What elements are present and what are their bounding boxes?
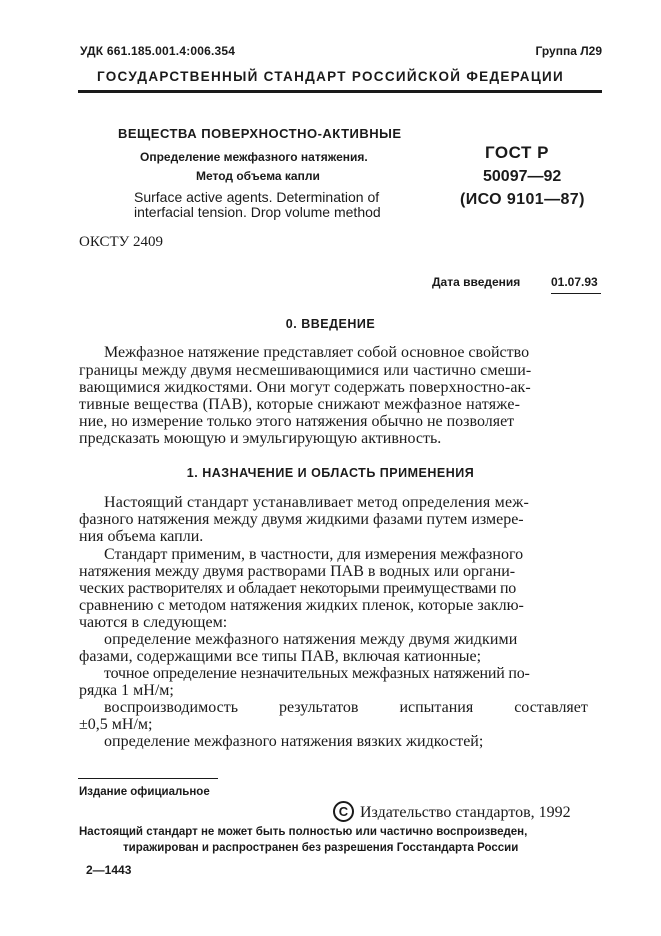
scope-line: ±0,5 мН/м; xyxy=(79,716,153,733)
scope-line: ния объема капли. xyxy=(79,528,204,545)
document-title-ru: ВЕЩЕСТВА ПОВЕРХНОСТНО-АКТИВНЫЕ xyxy=(118,126,402,141)
intro-line: Межфазное натяжение представляет собой основное свойство xyxy=(104,344,530,361)
scope-line: воспроизводимость результатов испытания составляет xyxy=(104,699,588,716)
header-rule xyxy=(78,90,602,93)
document-title-en-line-1: Surface active agents. Determination of xyxy=(134,189,380,205)
intro-line: границы между двумя несмешивающимися или частично смеши- xyxy=(79,362,532,379)
scope-line: ческих растворителях и обладает некоторыми преимуществами по xyxy=(79,580,516,597)
scope-line: натяжения между двумя растворами ПАВ в водных или органи- xyxy=(79,563,516,580)
scope-line: сравнению с методом натяжения жидких пленок, которые заклю- xyxy=(79,597,524,614)
okstu-code: ОКСТУ 2409 xyxy=(79,234,164,250)
section-heading-scope: 1. НАЗНАЧЕНИЕ И ОБЛАСТЬ ПРИМЕНЕНИЯ xyxy=(186,466,475,480)
copyright-text: Издательство стандартов, 1992 xyxy=(360,804,571,821)
scope-line: определение межфазного натяжения вязких жидкостей; xyxy=(104,733,484,750)
scope-line: рядка 1 мН/м; xyxy=(79,682,174,699)
date-underline xyxy=(551,293,601,294)
scope-line: определение межфазного натяжения между двумя жидкими xyxy=(104,631,518,648)
designation-line-1: ГОСТ Р xyxy=(485,143,549,162)
section-heading-intro: 0. ВВЕДЕНИЕ xyxy=(285,317,376,331)
udc-code: УДК 661.185.001.4:006.354 xyxy=(80,44,236,58)
intro-line: предсказать моющую и эмульгирующую активность. xyxy=(79,430,442,447)
footer-rule xyxy=(78,778,218,779)
scope-line: Настоящий стандарт устанавливает метод определения меж- xyxy=(104,494,530,511)
date-label: Дата введения xyxy=(432,275,521,289)
intro-line: вающимися жидкостями. Они могут содержать поверхностно-ак- xyxy=(79,379,531,396)
intro-line: ние, но измерение только этого натяжения обычно не позволяет xyxy=(79,413,515,430)
document-subtitle-line-1: Определение межфазного натяжения. xyxy=(140,150,368,164)
intro-line: тивные вещества (ПАВ), которые снижают межфазное натяже- xyxy=(79,396,521,413)
designation-line-2: 50097—92 xyxy=(483,168,562,185)
scope-line: фазами, содержащими все типы ПАВ, включая катионные; xyxy=(79,648,482,665)
state-standard-title: ГОСУДАРСТВЕННЫЙ СТАНДАРТ РОССИЙСКОЙ ФЕДЕРАЦИИ xyxy=(96,69,565,84)
official-edition-label: Издание официальное xyxy=(79,786,210,798)
scope-line: фазного натяжения между двумя жидкими фазами путем измере- xyxy=(79,511,524,528)
reproduction-notice-line-2: тиражирован и распространен без разрешения Госстандарта России xyxy=(123,842,519,854)
document-title-en-line-2: interfacial tension. Drop volume method xyxy=(134,204,381,220)
scope-line: чаются в следующем: xyxy=(79,614,228,631)
date-value: 01.07.93 xyxy=(551,275,598,289)
designation-line-3: (ИСО 9101—87) xyxy=(460,191,585,208)
copyright-line xyxy=(333,801,571,822)
page-code: 2—1443 xyxy=(86,863,132,877)
copyright-icon: C xyxy=(333,801,354,822)
scope-line: Стандарт применим, в частности, для измерения межфазного xyxy=(104,546,524,563)
group-code: Группа Л29 xyxy=(535,44,602,58)
scope-line: точное определение незначительных межфазных натяжений по- xyxy=(104,665,530,682)
document-subtitle-line-2: Метод объема капли xyxy=(196,169,320,183)
reproduction-notice-line-1: Настоящий стандарт не может быть полностью или частично воспроизведен, xyxy=(79,826,528,838)
